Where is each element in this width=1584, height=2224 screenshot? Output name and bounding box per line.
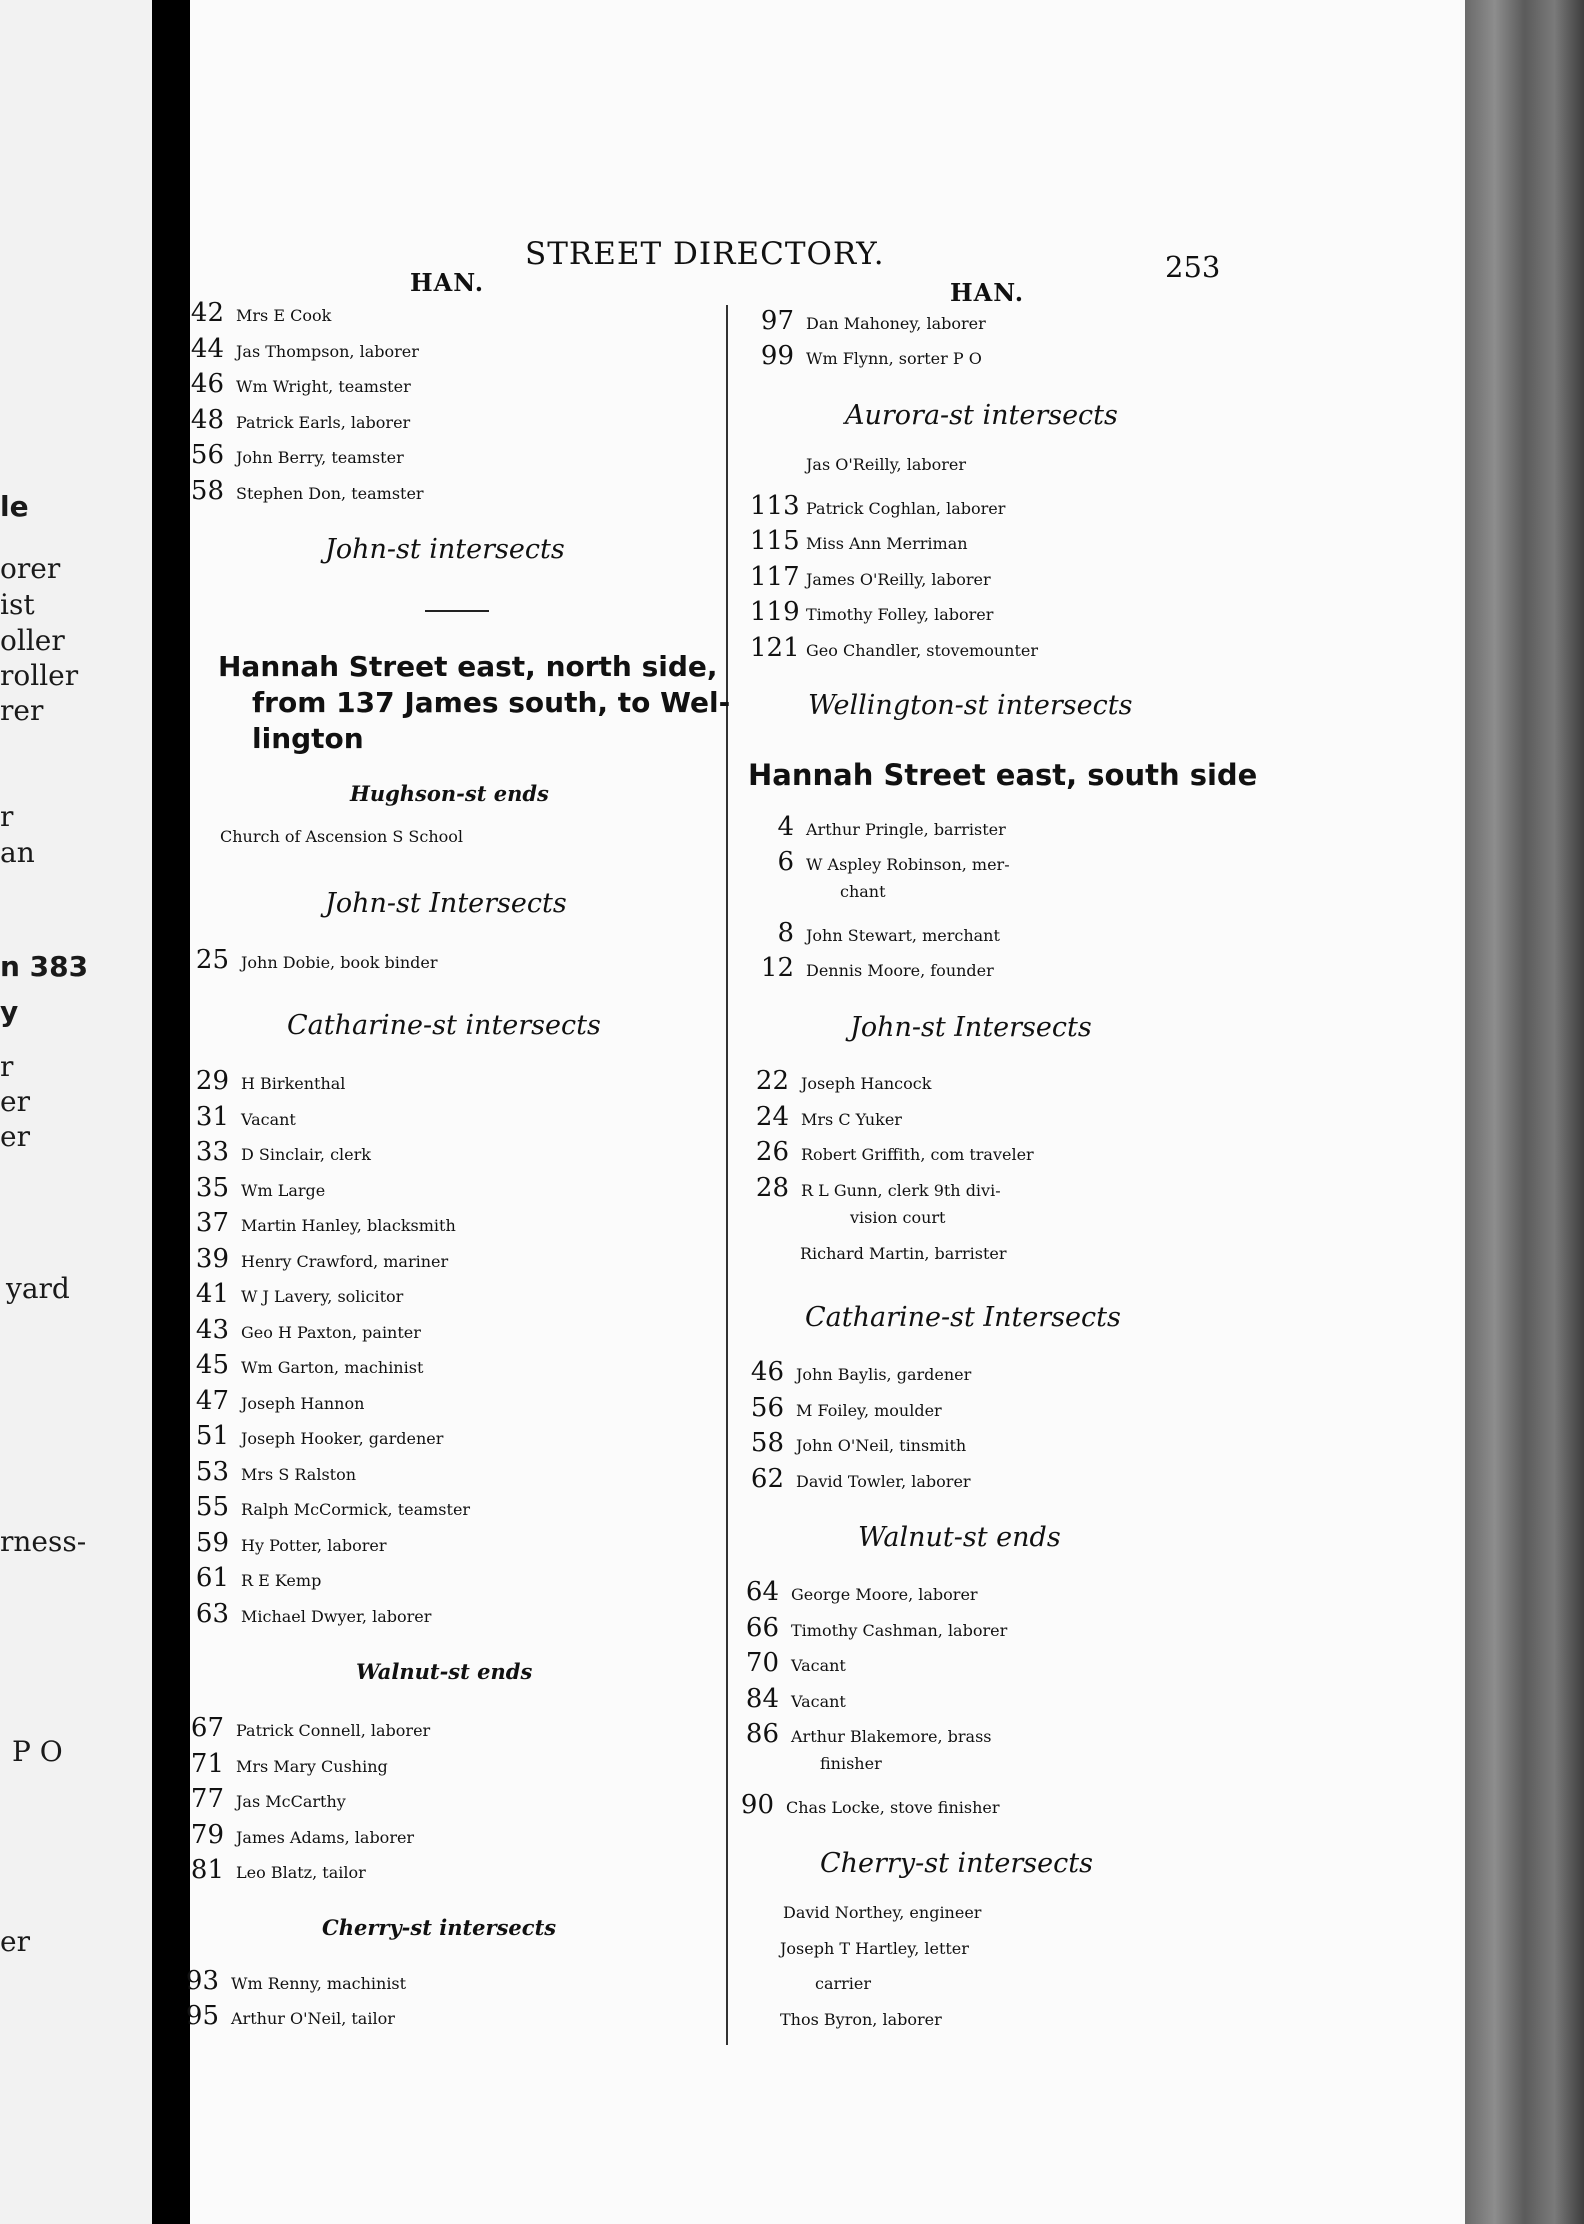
list-item: 121 Geo Chandler, stovemounter xyxy=(750,633,1038,663)
fragment-text: an xyxy=(0,836,35,869)
list-item: Joseph T Hartley, letter xyxy=(780,1939,969,1958)
left-column-head: HAN. xyxy=(410,268,485,297)
fragment-text: orer xyxy=(0,552,61,585)
list-item: Jas O'Reilly, laborer xyxy=(806,455,967,474)
list-item-continuation: finisher xyxy=(820,1754,882,1773)
list-item: 29 H Birkenthal xyxy=(195,1066,346,1096)
book-edge xyxy=(1465,0,1584,2224)
list-item: 113 Patrick Coghlan, laborer xyxy=(750,491,1006,521)
list-item: 61 R E Kemp xyxy=(195,1563,322,1593)
fragment-text: r xyxy=(0,1050,14,1083)
list-item: 58 Stephen Don, teamster xyxy=(190,476,424,506)
list-item: 8 John Stewart, merchant xyxy=(777,918,1000,948)
list-item: 41 W J Lavery, solicitor xyxy=(195,1279,404,1309)
intersection-note: John-st Intersects xyxy=(325,888,567,919)
intersection-note: Catharine-st intersects xyxy=(287,1010,601,1041)
list-item: 22 Joseph Hancock xyxy=(755,1066,932,1096)
intersection-note: John-st Intersects xyxy=(850,1012,1092,1043)
list-item: 28 R L Gunn, clerk 9th divi- xyxy=(755,1173,1001,1203)
list-item: 117 James O'Reilly, laborer xyxy=(750,562,991,592)
list-item: 115 Miss Ann Merriman xyxy=(750,526,968,556)
list-item: 35 Wm Large xyxy=(195,1173,326,1203)
list-item: Richard Martin, barrister xyxy=(800,1244,1007,1263)
list-item: 56 M Foiley, moulder xyxy=(750,1393,942,1423)
list-item: 46 John Baylis, gardener xyxy=(750,1357,972,1387)
list-item: 56 John Berry, teamster xyxy=(190,440,404,470)
list-item: 33 D Sinclair, clerk xyxy=(195,1137,371,1167)
intersection-note: Hughson-st ends xyxy=(350,781,549,806)
list-item-continuation: chant xyxy=(840,882,886,901)
right-column-head: HAN. xyxy=(950,278,1025,307)
list-item: 25 John Dobie, book binder xyxy=(195,945,438,975)
page-number: 253 xyxy=(1165,250,1221,284)
list-item: 99 Wm Flynn, sorter P O xyxy=(760,341,982,371)
list-item: 95 Arthur O'Neil, tailor xyxy=(185,2001,395,2031)
list-item: 37 Martin Hanley, blacksmith xyxy=(195,1208,456,1238)
list-item: 97 Dan Mahoney, laborer xyxy=(760,306,986,336)
fragment-text: er xyxy=(0,1120,30,1153)
list-item: 93 Wm Renny, machinist xyxy=(185,1966,407,1996)
list-item: 81 Leo Blatz, tailor xyxy=(190,1855,366,1885)
fragment-text: er xyxy=(0,1085,30,1118)
fragment-text: er xyxy=(0,1925,30,1958)
list-item: 58 John O'Neil, tinsmith xyxy=(750,1428,967,1458)
fragment-text: roller xyxy=(0,659,79,692)
list-item: 55 Ralph McCormick, teamster xyxy=(195,1492,471,1522)
list-item: 24 Mrs C Yuker xyxy=(755,1102,902,1132)
intersection-note: Walnut-st ends xyxy=(356,1659,533,1684)
list-item: 119 Timothy Folley, laborer xyxy=(750,597,994,627)
list-item: 44 Jas Thompson, laborer xyxy=(190,334,419,364)
list-item: 62 David Towler, laborer xyxy=(750,1464,971,1494)
column-divider xyxy=(726,305,728,2045)
section-rule xyxy=(425,610,489,612)
list-item: 43 Geo H Paxton, painter xyxy=(195,1315,421,1345)
fragment-text: P O xyxy=(12,1735,63,1768)
fragment-text: rer xyxy=(0,694,44,727)
list-item: 90 Chas Locke, stove finisher xyxy=(740,1790,1000,1820)
list-item: 53 Mrs S Ralston xyxy=(195,1457,357,1487)
list-item: 67 Patrick Connell, laborer xyxy=(190,1713,431,1743)
list-item: 45 Wm Garton, machinist xyxy=(195,1350,424,1380)
intersection-note: Cherry-st intersects xyxy=(820,1848,1093,1879)
list-item: 79 James Adams, laborer xyxy=(190,1820,415,1850)
list-item: Church of Ascension S School xyxy=(220,827,463,846)
intersection-note: Catharine-st Intersects xyxy=(805,1302,1121,1333)
list-item-continuation: carrier xyxy=(815,1974,872,1993)
list-item: 47 Joseph Hannon xyxy=(195,1386,365,1416)
street-heading: lington xyxy=(252,722,364,755)
list-item: 31 Vacant xyxy=(195,1102,296,1132)
list-item: 64 George Moore, laborer xyxy=(745,1577,978,1607)
list-item: 66 Timothy Cashman, laborer xyxy=(745,1613,1008,1643)
intersection-note: Aurora-st intersects xyxy=(845,400,1118,431)
list-item: Thos Byron, laborer xyxy=(780,2010,942,2029)
intersection-note: Cherry-st intersects xyxy=(322,1915,557,1940)
fragment-text: ist xyxy=(0,588,35,621)
street-heading: Hannah Street east, south side xyxy=(748,758,1258,792)
fragment-text: yard xyxy=(6,1272,70,1305)
list-item: 59 Hy Potter, laborer xyxy=(195,1528,387,1558)
list-item: 26 Robert Griffith, com traveler xyxy=(755,1137,1034,1167)
list-item: 4 Arthur Pringle, barrister xyxy=(777,812,1006,842)
list-item: 70 Vacant xyxy=(745,1648,846,1678)
intersection-note: Walnut-st ends xyxy=(858,1522,1061,1553)
list-item: 77 Jas McCarthy xyxy=(190,1784,346,1814)
page-title: STREET DIRECTORY. xyxy=(525,236,885,272)
list-item: 86 Arthur Blakemore, brass xyxy=(745,1719,992,1749)
list-item: 63 Michael Dwyer, laborer xyxy=(195,1599,432,1629)
list-item: 42 Mrs E Cook xyxy=(190,298,332,328)
fragment-text: rness- xyxy=(0,1525,87,1558)
street-heading: from 137 James south, to Wel- xyxy=(252,686,731,719)
intersection-note: John-st intersects xyxy=(325,534,565,565)
intersection-note: Wellington-st intersects xyxy=(808,690,1133,721)
fragment-text: y xyxy=(0,995,19,1028)
list-item: 48 Patrick Earls, laborer xyxy=(190,405,411,435)
fragment-text: oller xyxy=(0,624,65,657)
list-item-continuation: vision court xyxy=(850,1208,946,1227)
street-heading: Hannah Street east, north side, xyxy=(218,650,718,683)
list-item: 71 Mrs Mary Cushing xyxy=(190,1749,388,1779)
fragment-text: n 383 xyxy=(0,950,89,983)
list-item: 12 Dennis Moore, founder xyxy=(760,953,994,983)
list-item: 51 Joseph Hooker, gardener xyxy=(195,1421,444,1451)
list-item: 39 Henry Crawford, mariner xyxy=(195,1244,449,1274)
list-item: David Northey, engineer xyxy=(783,1903,982,1922)
fragment-text: le xyxy=(0,490,29,523)
list-item: 6 W Aspley Robinson, mer- xyxy=(777,847,1010,877)
list-item: 46 Wm Wright, teamster xyxy=(190,369,411,399)
list-item: 84 Vacant xyxy=(745,1684,846,1714)
adjacent-page-fragment xyxy=(0,0,152,2224)
fragment-text: r xyxy=(0,800,14,833)
